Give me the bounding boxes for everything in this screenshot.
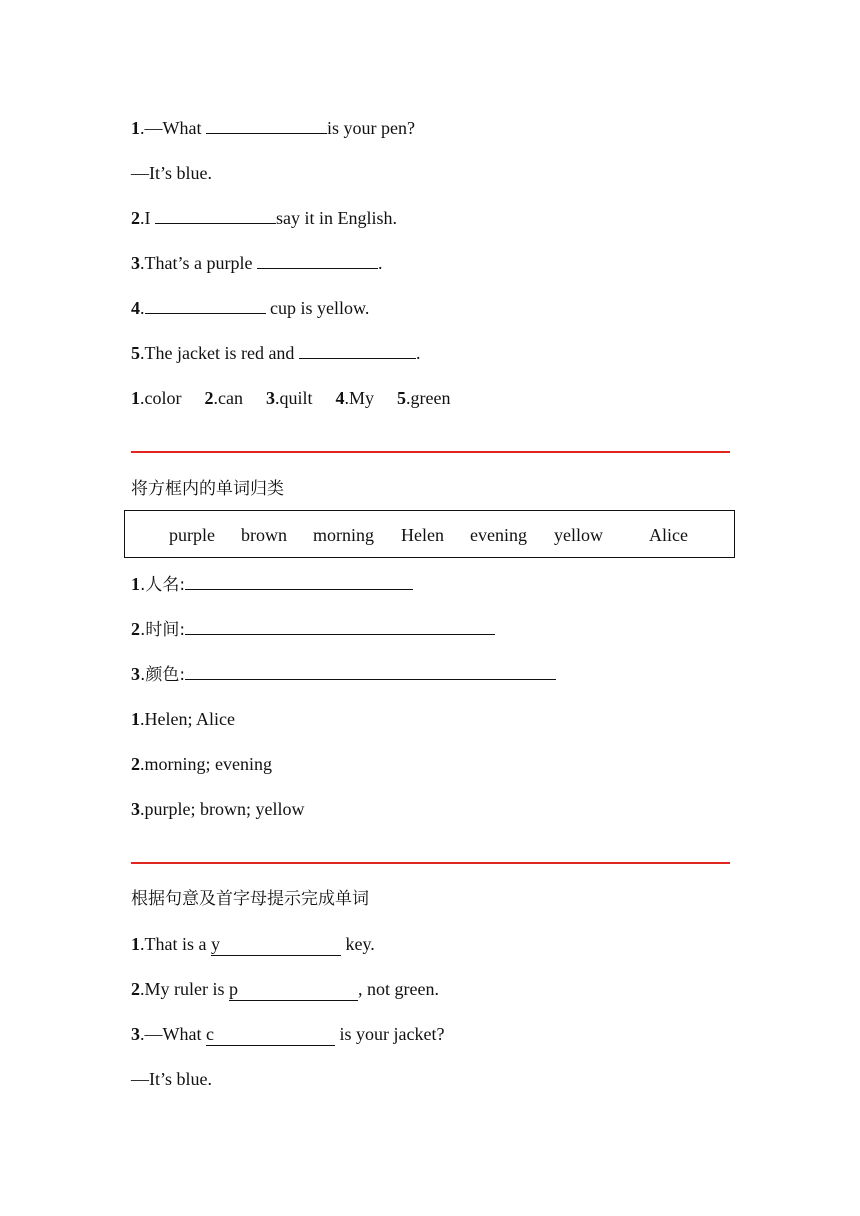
question-text: .My ruler is	[140, 979, 229, 999]
word-item: morning	[313, 525, 374, 545]
s1-answer-key	[131, 387, 450, 409]
question-text: .That’s a purple	[140, 253, 257, 273]
question-text: key.	[345, 934, 375, 954]
letter-hint-blank[interactable]	[229, 978, 358, 1001]
letter-hint-blank[interactable]	[206, 1023, 335, 1046]
question-text: .—What	[140, 118, 206, 138]
answer-text: .My	[344, 388, 374, 408]
answer-text: .quilt	[274, 388, 313, 408]
word-item: evening	[470, 525, 527, 545]
letter-hint-blank[interactable]	[211, 933, 341, 956]
answer-number: 4	[335, 388, 345, 408]
answer-number: 1	[131, 709, 140, 729]
section-heading: 将方框内的单词归类	[131, 479, 284, 499]
question-text: , not green.	[358, 979, 439, 999]
answer-number: 3	[265, 388, 275, 408]
s3-question-1	[131, 933, 375, 956]
question-number: 2	[131, 619, 140, 639]
word-item: purple	[169, 525, 215, 545]
s1-question-4	[131, 297, 369, 319]
question-number: 3	[131, 253, 140, 273]
fill-blank[interactable]	[155, 207, 276, 224]
question-text: .	[140, 298, 145, 318]
hint-letter: c	[205, 1024, 214, 1044]
hint-letter: p	[229, 979, 238, 999]
fill-blank[interactable]	[185, 573, 413, 590]
fill-blank[interactable]	[206, 117, 327, 134]
answer-text: .purple; brown; yellow	[140, 799, 305, 819]
s1-question-1-reply: —It’s blue.	[131, 163, 212, 183]
section-divider	[131, 862, 730, 864]
question-number: 1	[131, 574, 140, 594]
answer-number: 2	[204, 388, 214, 408]
s3-question-3	[131, 1023, 444, 1046]
word-item: brown	[241, 525, 287, 545]
hint-letter: y	[210, 934, 220, 954]
answer-number: 3	[131, 799, 140, 819]
question-text: cup is yellow.	[270, 298, 370, 318]
question-text: .The jacket is red and	[140, 343, 299, 363]
question-number: 5	[131, 343, 140, 363]
s1-question-3	[131, 252, 382, 274]
answer-text: .Helen; Alice	[140, 709, 235, 729]
question-label: .颜色:	[140, 665, 186, 685]
s3-question-2	[131, 978, 439, 1001]
word-item: Helen	[401, 525, 444, 545]
s2-question-2	[131, 618, 495, 641]
section-heading: 根据句意及首字母提示完成单词	[131, 889, 369, 909]
answer-text: .color	[140, 388, 182, 408]
question-text: is your pen?	[326, 118, 415, 138]
answer-number: 5	[397, 388, 406, 408]
answer-text: .morning; evening	[140, 754, 272, 774]
section-divider	[131, 451, 730, 453]
word-item: Alice	[649, 525, 688, 545]
s1-question-5	[131, 342, 420, 364]
fill-blank[interactable]	[299, 342, 416, 359]
s3-question-3-reply: —It’s blue.	[131, 1069, 212, 1089]
question-number: 2	[131, 979, 140, 999]
answer-text: .can	[213, 388, 243, 408]
question-text: .	[377, 253, 383, 273]
question-text: .	[415, 343, 421, 363]
fill-blank[interactable]	[257, 252, 378, 269]
s2-answer-3	[131, 798, 304, 820]
question-number: 3	[131, 1024, 140, 1044]
s1-question-2	[131, 207, 397, 229]
answer-number: 1	[131, 388, 140, 408]
question-text: .That is a	[140, 934, 211, 954]
fill-blank[interactable]	[185, 663, 556, 680]
s1-question-1	[131, 117, 415, 139]
question-label: .人名:	[140, 575, 186, 595]
question-number: 3	[131, 664, 140, 684]
question-number: 4	[131, 298, 140, 318]
answer-text: .green	[406, 388, 451, 408]
question-text: say it in English.	[276, 208, 397, 228]
fill-blank[interactable]	[185, 618, 495, 635]
question-number: 1	[131, 118, 140, 138]
question-number: 2	[131, 208, 140, 228]
question-number: 1	[131, 934, 140, 954]
s2-answer-1	[131, 708, 235, 730]
s2-question-1	[131, 573, 413, 596]
s2-question-3	[131, 663, 556, 686]
question-label: .时间:	[140, 620, 186, 640]
word-box	[124, 510, 735, 558]
fill-blank[interactable]	[145, 297, 266, 314]
question-text: is your jacket?	[339, 1024, 445, 1044]
s2-answer-2	[131, 753, 272, 775]
answer-number: 2	[131, 754, 140, 774]
question-text: .I	[140, 208, 155, 228]
question-text: .—What	[140, 1024, 206, 1044]
word-item: yellow	[554, 525, 603, 545]
